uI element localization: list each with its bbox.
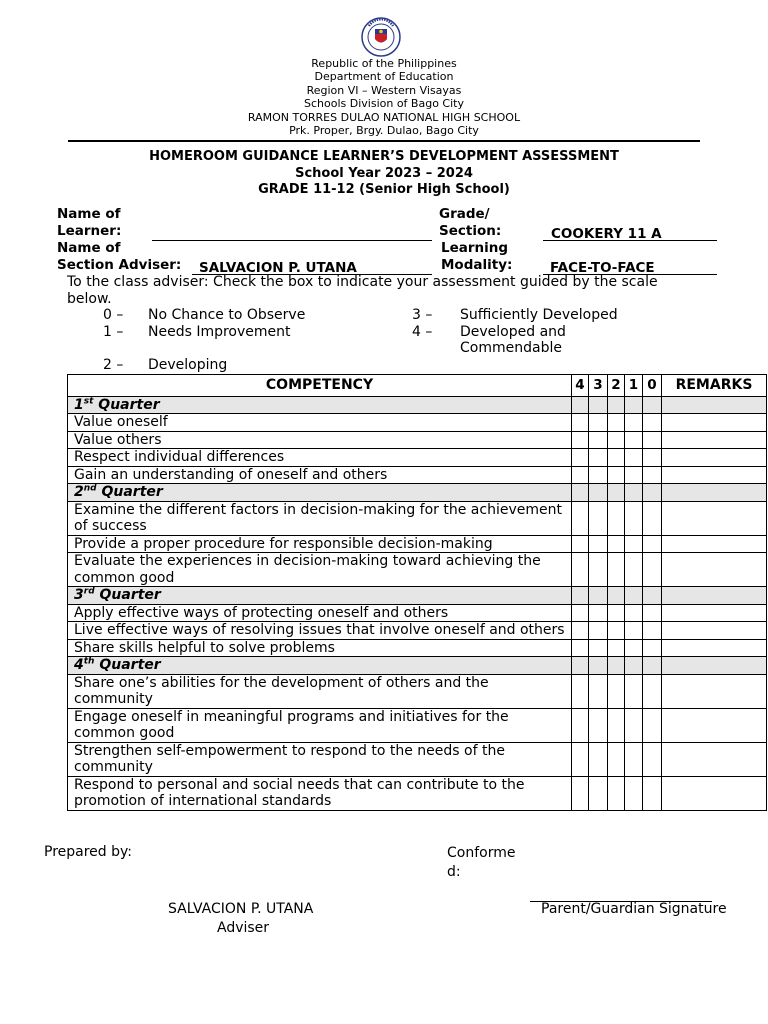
quarter-row-cell (572, 587, 589, 605)
score-2-checkbox[interactable] (608, 742, 625, 776)
quarter-label: Quarter (99, 587, 161, 603)
header-school: RAMON TORRES DULAO NATIONAL HIGH SCHOOL (247, 110, 521, 124)
score-1-checkbox[interactable] (625, 708, 643, 742)
score-3-checkbox[interactable] (589, 776, 608, 810)
score-0-checkbox[interactable] (643, 604, 662, 622)
table-header-row (68, 375, 767, 397)
score-2-checkbox[interactable] (608, 708, 625, 742)
instructions (67, 274, 757, 307)
score-0-checkbox[interactable] (643, 414, 662, 432)
score-2-checkbox[interactable] (608, 639, 625, 657)
score-2-checkbox[interactable] (608, 466, 625, 484)
score-1-checkbox[interactable] (625, 639, 643, 657)
quarter-row-cell (572, 484, 589, 502)
scale-1-num: 1 – (103, 324, 124, 340)
adviser-signature-name: SALVACION P. UTANA (168, 901, 314, 917)
quarter-row-cell (662, 484, 767, 502)
grade-section-value: COOKERY 11 A (551, 226, 662, 242)
quarter-row-cell (662, 657, 767, 675)
score-0-checkbox[interactable] (643, 776, 662, 810)
table-row (68, 776, 767, 810)
deped-seal-icon (361, 17, 401, 57)
modality-label (441, 240, 512, 274)
adviser-field[interactable] (192, 257, 432, 275)
table-row (68, 466, 767, 484)
competency-header: COMPETENCY (68, 375, 572, 397)
remarks-cell[interactable] (662, 674, 767, 708)
quarter-row-cell (608, 657, 625, 675)
grade-label-line-1: Grade/ (439, 206, 490, 222)
instructions-line-1: To the class adviser: Check the box to indicate your assessment guided by the scale (67, 274, 658, 290)
quarter-label: Quarter (98, 396, 160, 413)
modality-field[interactable] (543, 257, 717, 275)
score-0-checkbox[interactable] (643, 708, 662, 742)
score-4-checkbox[interactable] (572, 604, 589, 622)
score-0-header: 0 (643, 375, 662, 397)
learner-label-line-2: Learner: (57, 223, 122, 239)
scale-4-text-cont: Commendable (460, 340, 562, 356)
score-2-checkbox[interactable] (608, 535, 625, 553)
competency-cell: Respect individual differences (68, 449, 572, 467)
score-3-checkbox[interactable] (589, 501, 608, 535)
scale-4-text: Developed and (460, 324, 566, 340)
quarter-row (68, 484, 767, 502)
score-0-checkbox[interactable] (643, 466, 662, 484)
score-1-checkbox[interactable] (625, 431, 643, 449)
quarter-row-cell (608, 396, 625, 414)
scale-3-num: 3 – (412, 307, 433, 323)
quarter-ordinal: nd (83, 483, 97, 494)
score-1-checkbox[interactable] (625, 501, 643, 535)
score-4-checkbox[interactable] (572, 466, 589, 484)
quarter-heading (68, 587, 572, 605)
remarks-cell[interactable] (662, 501, 767, 535)
remarks-cell[interactable] (662, 708, 767, 742)
score-1-checkbox[interactable] (625, 466, 643, 484)
adviser-label-line-2: Section Adviser: (57, 257, 182, 273)
scale-2-num: 2 – (103, 357, 124, 373)
score-4-checkbox[interactable] (572, 708, 589, 742)
score-3-checkbox[interactable] (589, 708, 608, 742)
score-2-header: 2 (608, 375, 625, 397)
remarks-cell[interactable] (662, 776, 767, 810)
competency-cell: Respond to personal and social needs that can contribute to the promotion of international standards (68, 776, 572, 810)
instructions-line-2: below. (67, 290, 112, 307)
table-row (68, 708, 767, 742)
adviser-value: SALVACION P. UTANA (199, 260, 357, 276)
learner-label (57, 206, 121, 240)
score-4-checkbox[interactable] (572, 414, 589, 432)
quarter-row-cell (589, 396, 608, 414)
table-row (68, 674, 767, 708)
score-2-checkbox[interactable] (608, 414, 625, 432)
score-0-checkbox[interactable] (643, 535, 662, 553)
quarter-label: Quarter (99, 657, 161, 673)
scale-3-text: Sufficiently Developed (460, 307, 618, 323)
scale-4-num: 4 – (412, 324, 433, 340)
parent-signature-label: Parent/Guardian Signature (541, 901, 727, 917)
grade-label-line-2: Section: (439, 223, 502, 239)
score-4-checkbox[interactable] (572, 449, 589, 467)
score-2-checkbox[interactable] (608, 553, 625, 587)
competency-cell: Value others (68, 431, 572, 449)
quarter-ordinal: th (83, 656, 95, 667)
remarks-cell[interactable] (662, 639, 767, 657)
quarter-row-cell (572, 657, 589, 675)
title-line-3: GRADE 11-12 (Senior High School) (258, 182, 510, 197)
quarter-row-cell (662, 587, 767, 605)
remarks-cell[interactable] (662, 604, 767, 622)
score-4-header: 4 (572, 375, 589, 397)
score-2-checkbox[interactable] (608, 431, 625, 449)
quarter-number: 3 (74, 587, 84, 603)
score-3-checkbox[interactable] (589, 431, 608, 449)
score-4-checkbox[interactable] (572, 742, 589, 776)
remarks-cell[interactable] (662, 466, 767, 484)
score-0-checkbox[interactable] (643, 553, 662, 587)
remarks-cell[interactable] (662, 553, 767, 587)
score-0-checkbox[interactable] (643, 449, 662, 467)
adviser-signature-title: Adviser (217, 920, 270, 936)
title-line-2: School Year 2023 – 2024 (295, 165, 473, 181)
score-2-checkbox[interactable] (608, 674, 625, 708)
table-row (68, 501, 767, 535)
grade-section-label (439, 206, 501, 240)
scale-2-text: Developing (148, 357, 228, 373)
quarter-heading (68, 657, 572, 675)
score-3-checkbox[interactable] (589, 535, 608, 553)
competency-cell: Share skills helpful to solve problems (68, 639, 572, 657)
scale-0-num: 0 – (103, 307, 124, 323)
score-1-checkbox[interactable] (625, 449, 643, 467)
score-2-checkbox[interactable] (608, 449, 625, 467)
score-0-checkbox[interactable] (643, 501, 662, 535)
score-1-checkbox[interactable] (625, 622, 643, 640)
quarter-row (68, 657, 767, 675)
competency-cell: Gain an understanding of oneself and others (68, 466, 572, 484)
score-4-checkbox[interactable] (572, 776, 589, 810)
remarks-cell[interactable] (662, 535, 767, 553)
modality-value: FACE-TO-FACE (550, 260, 655, 276)
score-4-checkbox[interactable] (572, 639, 589, 657)
score-2-checkbox[interactable] (608, 604, 625, 622)
score-3-checkbox[interactable] (589, 622, 608, 640)
quarter-row-cell (643, 484, 662, 502)
header-divider (68, 140, 700, 142)
table-row (68, 639, 767, 657)
quarter-row-cell (589, 484, 608, 502)
score-1-header: 1 (625, 375, 643, 397)
quarter-row-cell (625, 587, 643, 605)
score-2-checkbox[interactable] (608, 501, 625, 535)
competency-cell: Share one’s abilities for the development of others and the community (68, 674, 572, 708)
score-3-checkbox[interactable] (589, 639, 608, 657)
remarks-cell[interactable] (662, 414, 767, 432)
score-1-checkbox[interactable] (625, 414, 643, 432)
score-0-checkbox[interactable] (643, 431, 662, 449)
quarter-row-cell (608, 587, 625, 605)
header-department: Department of Education (314, 70, 454, 84)
quarter-number: 4 (74, 657, 84, 673)
score-3-checkbox[interactable] (589, 604, 608, 622)
remarks-cell[interactable] (662, 431, 767, 449)
quarter-number: 1 (74, 396, 84, 413)
adviser-label-line-1: Name of (57, 240, 121, 256)
quarter-heading (68, 396, 572, 414)
document-title (0, 149, 768, 199)
score-1-checkbox[interactable] (625, 674, 643, 708)
score-4-checkbox[interactable] (572, 535, 589, 553)
score-2-checkbox[interactable] (608, 622, 625, 640)
score-3-checkbox[interactable] (589, 449, 608, 467)
score-3-checkbox[interactable] (589, 466, 608, 484)
conformed-label (447, 844, 515, 882)
table-row (68, 449, 767, 467)
score-4-checkbox[interactable] (572, 622, 589, 640)
table-row (68, 622, 767, 640)
quarter-row-cell (625, 657, 643, 675)
header-region: Region VI – Western Visayas (306, 83, 462, 97)
quarter-ordinal: st (83, 395, 94, 406)
quarter-row-cell (589, 587, 608, 605)
competency-cell: Provide a proper procedure for responsible decision-making (68, 535, 572, 553)
score-2-checkbox[interactable] (608, 776, 625, 810)
quarter-row-cell (608, 484, 625, 502)
adviser-label (57, 240, 181, 274)
table-row (68, 604, 767, 622)
table-row (68, 553, 767, 587)
remarks-header: REMARKS (662, 375, 767, 397)
title-line-1: HOMEROOM GUIDANCE LEARNER’S DEVELOPMENT ASSESSMENT (149, 149, 619, 164)
scale-1-text: Needs Improvement (148, 324, 291, 340)
score-4-checkbox[interactable] (572, 553, 589, 587)
score-1-checkbox[interactable] (625, 553, 643, 587)
quarter-number: 2 (74, 484, 84, 500)
score-3-checkbox[interactable] (589, 674, 608, 708)
competency-cell: Evaluate the experiences in decision-making toward achieving the common good (68, 553, 572, 587)
learner-label-line-1: Name of (57, 206, 121, 222)
quarter-row-cell (625, 484, 643, 502)
conformed-line-2: d: (447, 864, 461, 880)
quarter-ordinal: rd (83, 586, 95, 597)
modality-label-line-1: Learning (441, 240, 509, 256)
quarter-row-cell (643, 587, 662, 605)
score-3-checkbox[interactable] (589, 414, 608, 432)
quarter-row (68, 396, 767, 414)
quarter-row-cell (572, 396, 589, 414)
score-1-checkbox[interactable] (625, 604, 643, 622)
competency-cell: Examine the different factors in decision-making for the achievement of success (68, 501, 572, 535)
quarter-row-cell (589, 657, 608, 675)
competency-cell: Apply effective ways of protecting oneself and others (68, 604, 572, 622)
score-0-checkbox[interactable] (643, 742, 662, 776)
competency-cell: Value oneself (68, 414, 572, 432)
score-4-checkbox[interactable] (572, 501, 589, 535)
table-row (68, 535, 767, 553)
score-1-checkbox[interactable] (625, 776, 643, 810)
competency-table (67, 374, 767, 811)
score-4-checkbox[interactable] (572, 431, 589, 449)
competency-cell: Engage oneself in meaningful programs and initiatives for the common good (68, 708, 572, 742)
score-1-checkbox[interactable] (625, 742, 643, 776)
score-4-checkbox[interactable] (572, 674, 589, 708)
score-3-checkbox[interactable] (589, 742, 608, 776)
score-0-checkbox[interactable] (643, 622, 662, 640)
quarter-heading (68, 484, 572, 502)
competency-cell: Live effective ways of resolving issues that involve oneself and others (68, 622, 572, 640)
score-3-checkbox[interactable] (589, 553, 608, 587)
header-republic: Republic of the Philippines (311, 57, 457, 70)
prepared-by-label: Prepared by: (44, 844, 132, 860)
grade-section-field[interactable] (543, 223, 717, 241)
quarter-row-cell (662, 396, 767, 414)
score-0-checkbox[interactable] (643, 674, 662, 708)
header-division: Schools Division of Bago City (304, 97, 464, 111)
remarks-cell[interactable] (662, 449, 767, 467)
remarks-cell[interactable] (662, 622, 767, 640)
modality-label-line-2: Modality: (441, 257, 513, 273)
score-1-checkbox[interactable] (625, 535, 643, 553)
conformed-line-1: Conforme (447, 845, 516, 861)
quarter-row-cell (625, 396, 643, 414)
quarter-row-cell (643, 396, 662, 414)
remarks-cell[interactable] (662, 742, 767, 776)
competency-cell: Strengthen self-empowerment to respond to the needs of the community (68, 742, 572, 776)
letterhead (0, 57, 768, 137)
quarter-label: Quarter (101, 484, 163, 500)
score-3-header: 3 (589, 375, 608, 397)
table-row (68, 431, 767, 449)
header-address: Prk. Proper, Brgy. Dulao, Bago City (289, 123, 479, 137)
table-row (68, 414, 767, 432)
scale-0-text: No Chance to Observe (148, 307, 306, 323)
quarter-row-cell (643, 657, 662, 675)
learner-name-field[interactable] (152, 224, 432, 241)
table-row (68, 742, 767, 776)
score-0-checkbox[interactable] (643, 639, 662, 657)
quarter-row (68, 587, 767, 605)
